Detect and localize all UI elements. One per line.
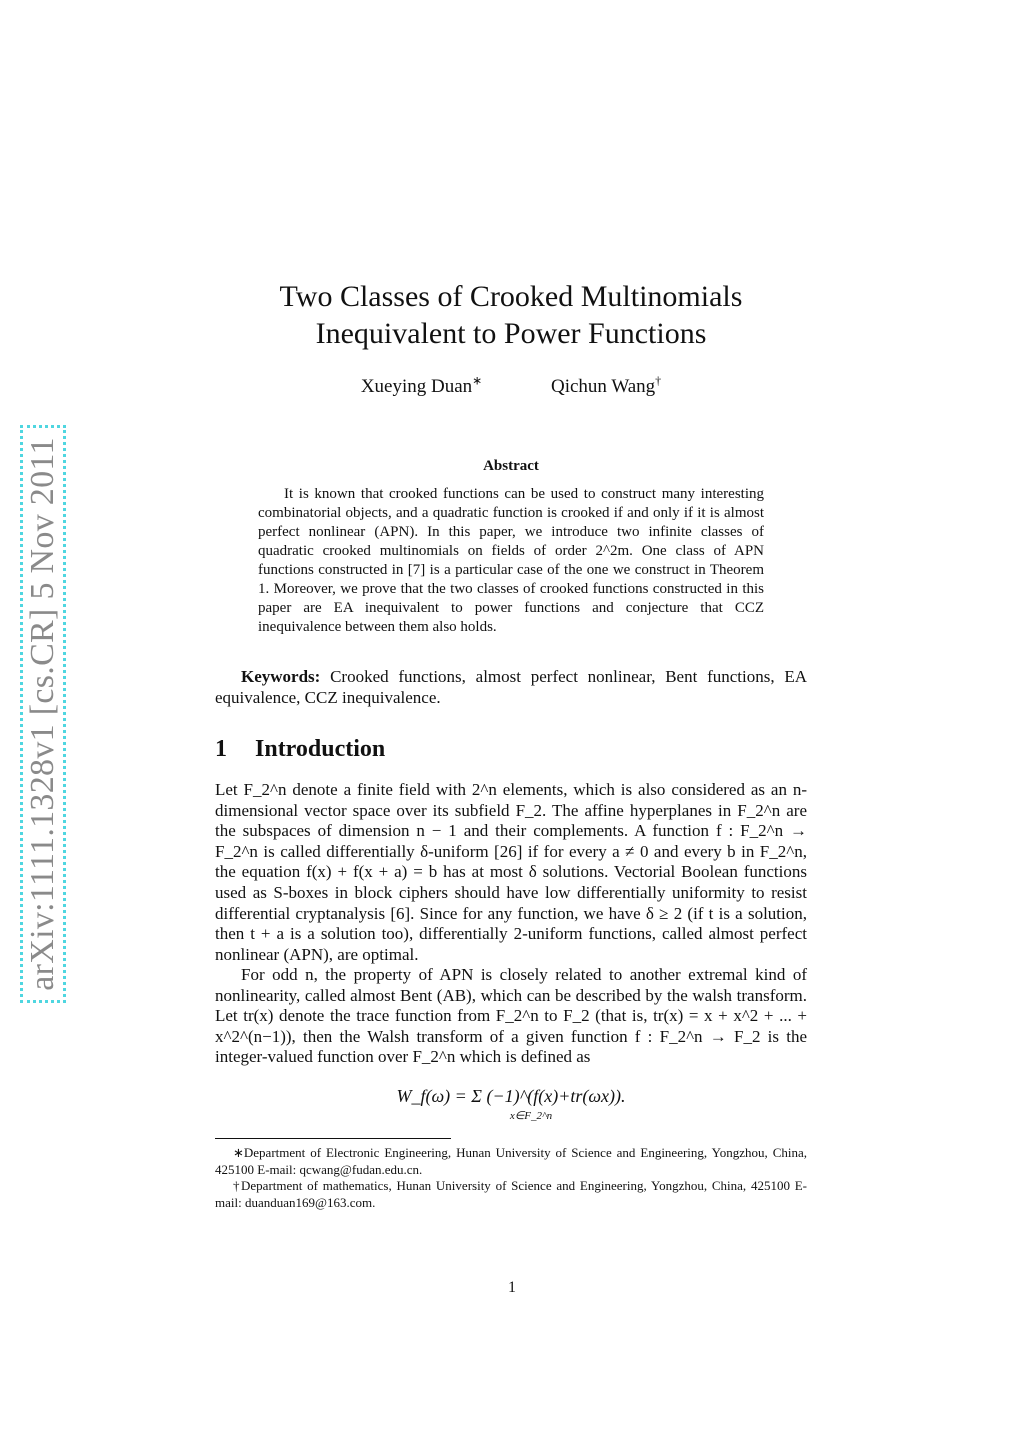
abstract-text: It is known that crooked functions can be used to construct many interesting combinatorial objects, and a quadratic function is crooked if and only if it is almost perfect nonlinear (APN). In this paper, we introduce two infinite classes of quadratic crooked multinomials on fields of order 2^2m. One class of APN functions constructed in [7] is a particular case of the one we construct in Theorem 1. Moreover, we prove that the two classes of crooked functions constructed in this paper are EA inequivalent to power functions and conjecture that CCZ inequivalence between them also holds. [258, 486, 764, 635]
equation-main: W_f(ω) = Σ (−1)^(f(x)+tr(ωx)). [396, 1086, 626, 1106]
arxiv-identifier-text: arXiv:1111.1328v1 [cs.CR] 5 Nov 2011 [24, 437, 61, 991]
page-number: 1 [508, 1279, 516, 1296]
paper-title [215, 278, 807, 352]
title-line-2: Inequivalent to Power Functions [315, 317, 707, 350]
author-2 [551, 376, 661, 397]
footnote-1: ∗Department of Electronic Engineering, Hunan University of Science and Engineering, Yongzhou, China, 425100 E-mail: qcwang@fudan.edu.cn. [215, 1145, 807, 1177]
footnote-2: †Department of mathematics, Hunan University of Science and Engineering, Yongzhou, China, 425100 E-mail: duanduan169@163.com. [215, 1178, 807, 1210]
intro-paragraph-1: Let F_2^n denote a finite field with 2^n elements, which is also considered as an n-dimensional vector space over its subfield F_2. The affine hyperplanes in F_2^n are the subspaces of dimension n − 1 and their complements. A function f : F_2^n → F_2^n is called differentially δ-uniform [26] if for every a ≠ 0 and every b in F_2^n, the equation f(x) + f(x + a) = b has at most δ solutions. Vectorial Boolean functions used as S-boxes in block ciphers should have low differentially uniformity to resist differential cryptanalysis [6]. Since for any function, we have δ ≥ 2 (if t is a solution, then t + a is a solution too), differentially 2-uniform functions, called almost perfect nonlinear (APN), are optimal. [215, 780, 807, 964]
keywords-label: Keywords: [241, 667, 321, 686]
abstract-heading: Abstract [483, 458, 539, 474]
title-line-1: Two Classes of Crooked Multinomials [279, 280, 743, 313]
author-2-mark: † [655, 374, 662, 388]
author-1 [361, 376, 482, 397]
section-heading [215, 736, 385, 763]
keywords-text: Crooked functions, almost perfect nonlinear, Bent functions, EA equivalence, CCZ inequivalence. [215, 667, 808, 707]
arxiv-identifier-stamp [20, 425, 66, 1003]
author-1-name: Xueying Duan [360, 376, 473, 398]
intro-paragraph-2: For odd n, the property of APN is closely related to another extremal kind of nonlinearity, called almost Bent (AB), which can be described by the walsh transform. Let tr(x) denote the trace function from F_2^n to F_2 (that is, tr(x) = x + x^2 + ... + x^2^(n−1)), then the Walsh transform of a given function f : F_2^n → F_2 is the integer-valued function over F_2^n which is defined as [215, 965, 807, 1067]
section-title: Introduction [255, 736, 386, 762]
footnote-rule [215, 1138, 451, 1139]
author-list [215, 374, 807, 398]
author-1-mark: ∗ [472, 374, 483, 388]
author-2-name: Qichun Wang [550, 376, 656, 398]
equation-subscript: x∈F_2^n [509, 1110, 553, 1122]
keywords-paragraph [215, 666, 807, 708]
walsh-transform-equation [215, 1086, 807, 1122]
section-number: 1 [215, 736, 227, 762]
